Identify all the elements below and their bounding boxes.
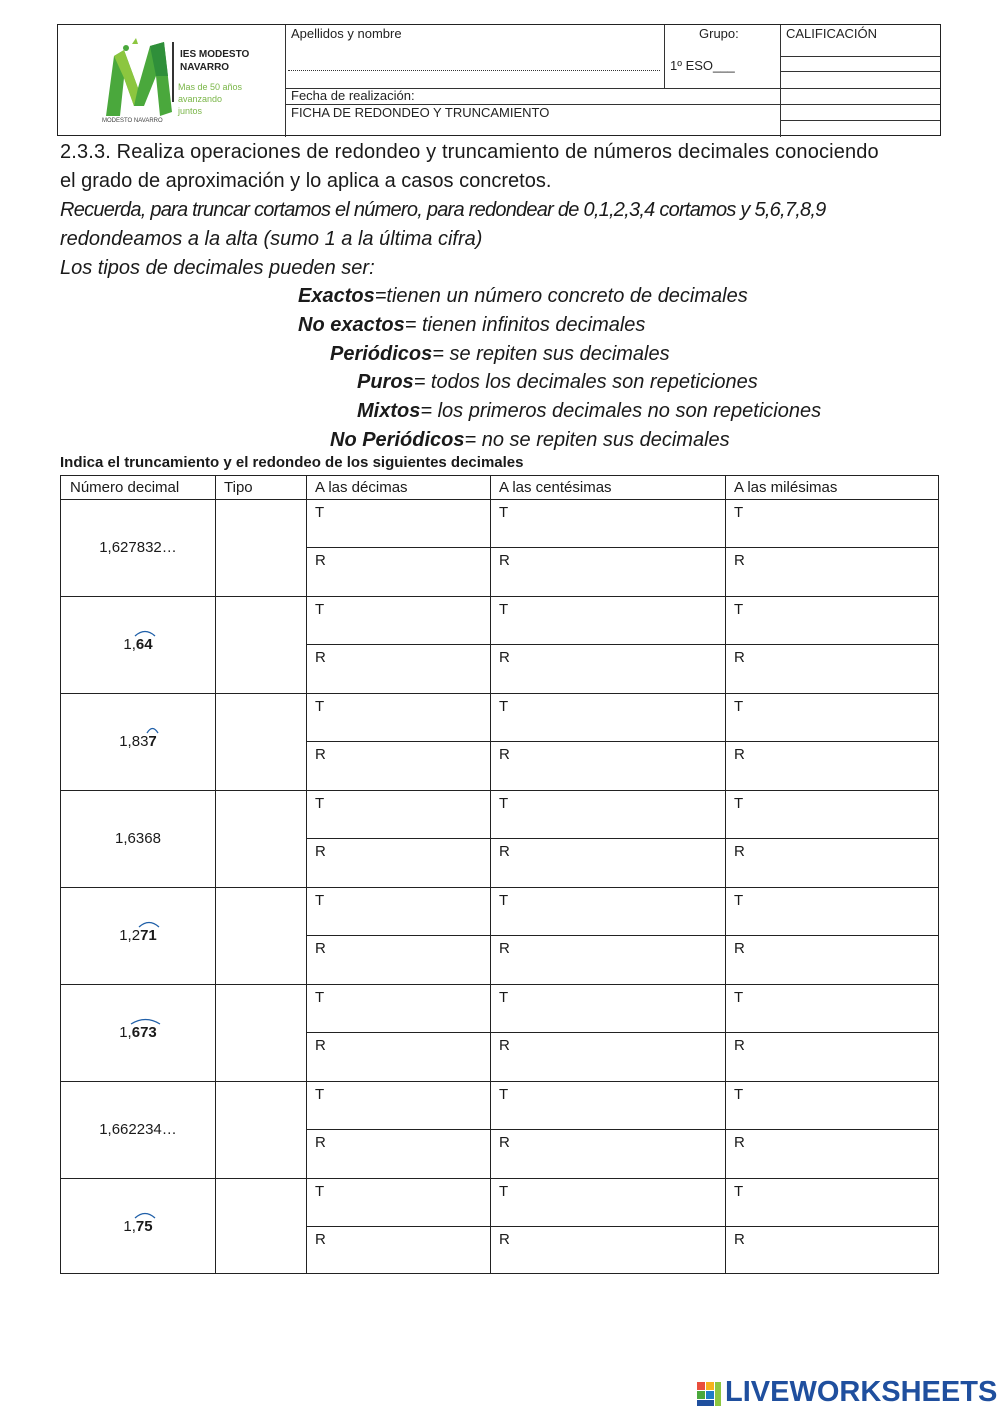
- decimal-prefix: 1,6368: [115, 830, 161, 847]
- truncate-mark: T: [499, 795, 509, 812]
- period-arc-icon: [130, 1017, 161, 1025]
- header-divider: [780, 88, 940, 89]
- type-definition: = los primeros decimales no son repeticiones: [420, 400, 822, 422]
- round-mark: R: [499, 649, 510, 666]
- round-input-thousandths[interactable]: [725, 644, 938, 693]
- truncate-mark: T: [499, 601, 509, 618]
- type-exactos: [298, 282, 748, 310]
- brand-text: LIVEWORKSHEETS: [725, 1376, 998, 1408]
- round-input-tenths[interactable]: [306, 741, 490, 790]
- header-divider: [780, 120, 940, 121]
- standard-text: el grado de aproximación y lo aplica a casos concretos.: [60, 170, 552, 192]
- school-slogan: Mas de 50 años: [178, 82, 243, 92]
- decimal-prefix: 1,: [123, 636, 136, 653]
- round-input-tenths[interactable]: [306, 644, 490, 693]
- table-header-hundredths: A las centésimas: [499, 479, 612, 496]
- round-mark: R: [315, 940, 326, 957]
- repeating-digits: [136, 636, 153, 653]
- truncate-mark: T: [315, 504, 325, 521]
- truncate-input-thousandths[interactable]: [725, 984, 938, 1032]
- truncate-input-hundredths[interactable]: [490, 1081, 725, 1129]
- truncate-mark: T: [499, 1183, 509, 1200]
- repeating-digits-text: 64: [135, 636, 153, 653]
- truncate-mark: T: [734, 795, 744, 812]
- truncate-mark: T: [499, 892, 509, 909]
- truncate-input-thousandths[interactable]: [725, 1178, 938, 1226]
- truncate-mark: T: [734, 601, 744, 618]
- header-divider: [285, 25, 286, 137]
- truncate-input-thousandths[interactable]: [725, 1081, 938, 1129]
- round-input-thousandths[interactable]: [725, 1226, 938, 1275]
- truncate-input-tenths[interactable]: [306, 596, 490, 644]
- type-input[interactable]: [215, 984, 306, 1081]
- round-input-hundredths[interactable]: [490, 741, 725, 790]
- round-input-hundredths[interactable]: [490, 547, 725, 596]
- table-header-thousandths: A las milésimas: [734, 479, 838, 496]
- truncate-mark: T: [734, 1183, 744, 1200]
- school-logo-icon: [102, 36, 182, 124]
- table-header-tenths: A las décimas: [315, 479, 408, 496]
- decimal-number: [61, 927, 215, 944]
- round-input-thousandths[interactable]: [725, 547, 938, 596]
- period-arc-icon: [138, 920, 160, 928]
- truncate-mark: T: [315, 795, 325, 812]
- type-input[interactable]: [215, 499, 306, 596]
- round-input-hundredths[interactable]: [490, 1032, 725, 1081]
- type-term: No Periódicos: [330, 429, 465, 451]
- truncate-input-hundredths[interactable]: [490, 499, 725, 547]
- type-term: Puros: [357, 371, 414, 393]
- remember-text: Recuerda, para truncar cortamos el número, para redondear de 0,1,2,3,4 cortamos y 5,6,7,8,9: [60, 199, 826, 221]
- round-input-thousandths[interactable]: [725, 741, 938, 790]
- truncate-input-hundredths[interactable]: [490, 693, 725, 741]
- school-name: NAVARRO: [180, 62, 230, 73]
- type-definition: = tienen infinitos decimales: [404, 314, 646, 336]
- repeating-digits: [140, 927, 157, 944]
- type-puros: [357, 368, 758, 396]
- type-term: Periódicos: [330, 343, 433, 365]
- round-input-tenths[interactable]: [306, 1032, 490, 1081]
- truncate-mark: T: [315, 1183, 325, 1200]
- rounding-table: [60, 475, 939, 1274]
- repeating-digits: [148, 733, 156, 750]
- standard-text: 2.3.3. Realiza operaciones de redondeo y truncamiento de números decimales conociendo: [60, 141, 879, 163]
- type-no-periodicos: [330, 426, 730, 454]
- school-logo: [62, 30, 284, 130]
- truncate-mark: T: [499, 989, 509, 1006]
- logo-caption: MODESTO NAVARRO: [102, 118, 163, 124]
- round-mark: R: [315, 1037, 326, 1054]
- repeating-digits: [136, 1218, 153, 1235]
- round-mark: R: [734, 649, 745, 666]
- round-input-tenths[interactable]: [306, 1226, 490, 1275]
- type-input[interactable]: [215, 596, 306, 693]
- remember-text: redondeamos a la alta (sumo 1 a la última cifra): [60, 228, 483, 250]
- round-mark: R: [734, 1134, 745, 1151]
- decimal-number: [61, 733, 215, 750]
- truncate-mark: T: [315, 601, 325, 618]
- logo-divider: [172, 42, 174, 102]
- round-input-thousandths[interactable]: [725, 1129, 938, 1178]
- period-arc-icon: [146, 726, 159, 734]
- round-input-hundredths[interactable]: [490, 935, 725, 984]
- truncate-input-thousandths[interactable]: [725, 887, 938, 935]
- repeating-digits-text: 7: [148, 733, 157, 750]
- type-input[interactable]: [215, 1178, 306, 1275]
- round-mark: R: [734, 552, 745, 569]
- decimal-prefix: 1,: [123, 1218, 136, 1235]
- truncate-input-thousandths[interactable]: [725, 693, 938, 741]
- truncate-mark: T: [315, 1086, 325, 1103]
- repeating-digits-text: 71: [140, 927, 157, 944]
- truncate-mark: T: [315, 892, 325, 909]
- decimal-prefix: 1,627832…: [99, 539, 177, 556]
- round-mark: R: [499, 940, 510, 957]
- truncate-mark: T: [734, 892, 744, 909]
- decimal-number: [61, 636, 215, 653]
- name-label: Apellidos y nombre: [291, 26, 402, 41]
- decimal-prefix: 1,: [119, 1024, 132, 1041]
- truncate-mark: T: [734, 504, 744, 521]
- truncate-input-thousandths[interactable]: [725, 790, 938, 838]
- round-input-hundredths[interactable]: [490, 644, 725, 693]
- truncate-input-tenths[interactable]: [306, 984, 490, 1032]
- round-input-tenths[interactable]: [306, 1129, 490, 1178]
- type-input[interactable]: [215, 1081, 306, 1178]
- type-input[interactable]: [215, 887, 306, 984]
- school-slogan: avanzando: [178, 94, 223, 104]
- header-divider: [664, 25, 665, 88]
- round-mark: R: [315, 649, 326, 666]
- decimal-number: [61, 1024, 215, 1041]
- type-definition: = todos los decimales son repeticiones: [413, 371, 758, 393]
- period-arc-icon: [134, 1211, 156, 1219]
- repeating-digits: [132, 1024, 157, 1041]
- truncate-mark: T: [734, 698, 744, 715]
- header-divider: [780, 71, 940, 72]
- round-input-hundredths[interactable]: [490, 1226, 725, 1275]
- truncate-input-thousandths[interactable]: [725, 596, 938, 644]
- truncate-input-tenths[interactable]: [306, 790, 490, 838]
- truncate-input-hundredths[interactable]: [490, 887, 725, 935]
- round-mark: R: [734, 940, 745, 957]
- type-periodicos: [330, 340, 670, 368]
- round-mark: R: [499, 1037, 510, 1054]
- types-intro: Los tipos de decimales pueden ser:: [60, 257, 375, 279]
- type-mixtos: [357, 397, 821, 425]
- truncate-input-tenths[interactable]: [306, 499, 490, 547]
- truncate-input-tenths[interactable]: [306, 1178, 490, 1226]
- truncate-mark: T: [734, 989, 744, 1006]
- round-mark: R: [734, 1231, 745, 1248]
- header-divider: [780, 104, 940, 105]
- grade-label: CALIFICACIÓN: [786, 26, 878, 41]
- table-header-type: Tipo: [224, 479, 253, 496]
- truncate-input-hundredths[interactable]: [490, 596, 725, 644]
- round-mark: R: [499, 552, 510, 569]
- type-input[interactable]: [215, 790, 306, 887]
- decimal-prefix: 1,2: [119, 927, 141, 944]
- round-input-thousandths[interactable]: [725, 1032, 938, 1081]
- type-no-exactos: [298, 311, 645, 339]
- type-definition: = no se repiten sus decimales: [464, 429, 730, 451]
- group-value: 1º ESO___: [670, 58, 735, 73]
- truncate-input-thousandths[interactable]: [725, 499, 938, 547]
- round-mark: R: [315, 746, 326, 763]
- repeating-digits-text: 75: [135, 1218, 153, 1235]
- truncate-input-hundredths[interactable]: [490, 790, 725, 838]
- round-mark: R: [734, 746, 745, 763]
- type-term: No exactos: [298, 314, 405, 336]
- truncate-input-hundredths[interactable]: [490, 984, 725, 1032]
- truncate-mark: T: [499, 1086, 509, 1103]
- decimal-prefix: 1,662234…: [99, 1121, 177, 1138]
- type-definition: =tienen un número concreto de decimales: [374, 285, 748, 307]
- round-mark: R: [499, 746, 510, 763]
- liveworksheets-logo-icon: [697, 1382, 723, 1408]
- school-slogan: juntos: [178, 106, 203, 116]
- type-term: Exactos: [298, 285, 375, 307]
- decimal-number: [61, 539, 215, 556]
- group-label: Grupo:: [699, 26, 739, 41]
- school-name: IES MODESTO: [180, 49, 250, 60]
- round-input-thousandths[interactable]: [725, 935, 938, 984]
- decimal-prefix: 1,83: [119, 733, 149, 750]
- truncate-input-tenths[interactable]: [306, 693, 490, 741]
- repeating-digits-text: 673: [131, 1024, 157, 1041]
- decimal-number: [61, 830, 215, 847]
- round-input-hundredths[interactable]: [490, 1129, 725, 1178]
- round-mark: R: [499, 843, 510, 860]
- table-header-number: Número decimal: [70, 479, 180, 496]
- round-input-tenths[interactable]: [306, 547, 490, 596]
- truncate-mark: T: [315, 698, 325, 715]
- truncate-mark: T: [499, 504, 509, 521]
- type-definition: = se repiten sus decimales: [432, 343, 670, 365]
- type-term: Mixtos: [357, 400, 421, 422]
- round-input-hundredths[interactable]: [490, 838, 725, 887]
- round-input-tenths[interactable]: [306, 838, 490, 887]
- type-input[interactable]: [215, 693, 306, 790]
- truncate-input-tenths[interactable]: [306, 887, 490, 935]
- round-input-thousandths[interactable]: [725, 838, 938, 887]
- period-arc-icon: [134, 629, 156, 637]
- decimal-number: [61, 1121, 215, 1138]
- round-mark: R: [315, 1231, 326, 1248]
- round-input-tenths[interactable]: [306, 935, 490, 984]
- header-divider: [780, 56, 940, 57]
- round-mark: R: [315, 552, 326, 569]
- round-mark: R: [499, 1231, 510, 1248]
- truncate-input-hundredths[interactable]: [490, 1178, 725, 1226]
- date-label: Fecha de realización:: [291, 88, 415, 103]
- name-input-line[interactable]: [288, 70, 660, 71]
- task-title: Indica el truncamiento y el redondeo de los siguientes decimales: [60, 454, 524, 471]
- round-mark: R: [315, 843, 326, 860]
- decimal-number: [61, 1218, 215, 1235]
- truncate-mark: T: [734, 1086, 744, 1103]
- truncate-mark: T: [315, 989, 325, 1006]
- round-mark: R: [499, 1134, 510, 1151]
- liveworksheets-brand: [697, 1374, 997, 1412]
- truncate-input-tenths[interactable]: [306, 1081, 490, 1129]
- round-mark: R: [315, 1134, 326, 1151]
- round-mark: R: [734, 843, 745, 860]
- truncate-mark: T: [499, 698, 509, 715]
- sheet-title: FICHA DE REDONDEO Y TRUNCAMIENTO: [291, 105, 550, 120]
- round-mark: R: [734, 1037, 745, 1054]
